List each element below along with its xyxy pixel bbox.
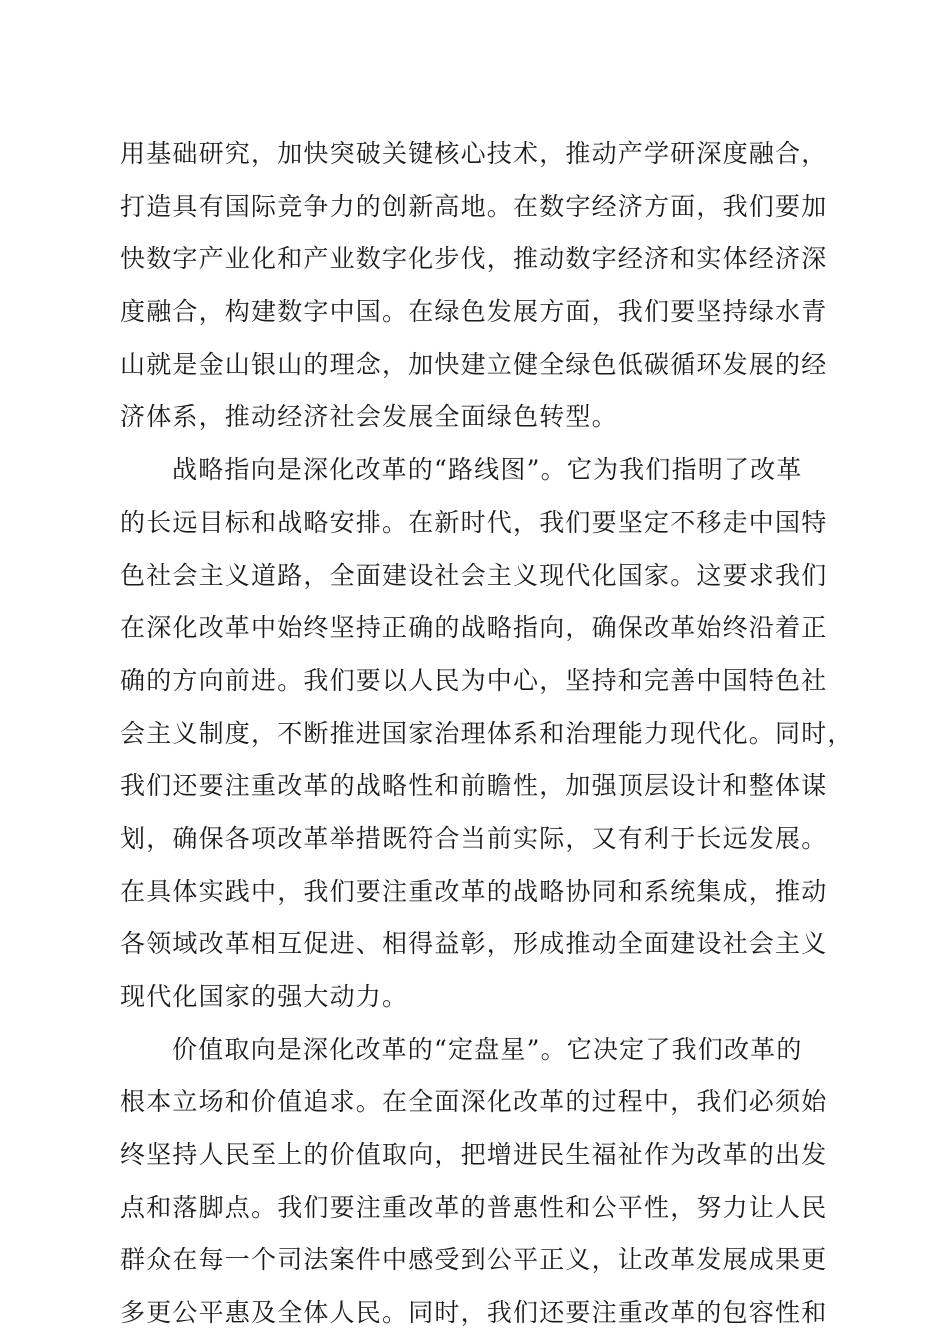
text-line: 划，确保各项改革举措既符合当前实际，又有利于长远发展。 bbox=[120, 823, 828, 853]
text-line: 我们还要注重改革的战略性和前瞻性，加强顶层设计和整体谋 bbox=[120, 771, 828, 801]
text-line: 根本立场和价值追求。在全面深化改革的过程中，我们必须始 bbox=[120, 1087, 828, 1117]
text-line: 济体系，推动经济社会发展全面绿色转型。 bbox=[120, 402, 618, 432]
text-line: 群众在每一个司法案件中感受到公平正义，让改革发展成果更 bbox=[120, 1245, 828, 1275]
text-line: 打造具有国际竞争力的创新高地。在数字经济方面，我们要加 bbox=[120, 191, 828, 221]
body-text bbox=[120, 128, 854, 1340]
text-line: 终坚持人民至上的价值取向，把增进民生福祉作为改革的出发 bbox=[120, 1140, 828, 1170]
text-line: 快数字产业化和产业数字化步伐，推动数字经济和实体经济深 bbox=[120, 244, 828, 274]
text-line: 色社会主义道路，全面建设社会主义现代化国家。这要求我们 bbox=[120, 560, 828, 590]
text-line: 在深化改革中始终坚持正确的战略指向，确保改革始终沿着正 bbox=[120, 613, 828, 643]
text-line: 多更公平惠及全体人民。同时，我们还要注重改革的包容性和 bbox=[120, 1298, 828, 1328]
text-line: 用基础研究，加快突破关键核心技术，推动产学研深度融合， bbox=[120, 139, 828, 168]
text-line: 各领域改革相互促进、相得益彰，形成推动全面建设社会主义 bbox=[120, 929, 828, 959]
text-line: 度融合，构建数字中国。在绿色发展方面，我们要坚持绿水青 bbox=[120, 297, 828, 327]
text-line: 会主义制度，不断推进国家治理体系和治理能力现代化。同时， bbox=[120, 718, 854, 748]
text-line: 的长远目标和战略安排。在新时代，我们要坚定不移走中国特 bbox=[120, 507, 828, 537]
text-line: 现代化国家的强大动力。 bbox=[120, 982, 409, 1011]
text-line: 山就是金山银山的理念，加快建立健全绿色低碳循环发展的经 bbox=[120, 349, 828, 379]
paragraph-first-line: 价值取向是深化改革的“定盘星”。它决定了我们改革的 bbox=[172, 1034, 803, 1064]
paragraph-first-line: 战略指向是深化改革的“路线图”。它为我们指明了改革 bbox=[172, 455, 803, 485]
text-line: 点和落脚点。我们要注重改革的普惠性和公平性，努力让人民 bbox=[120, 1192, 828, 1222]
text-line: 确的方向前进。我们要以人民为中心，坚持和完善中国特色社 bbox=[120, 665, 828, 695]
text-line: 在具体实践中，我们要注重改革的战略协同和系统集成，推动 bbox=[120, 876, 828, 906]
